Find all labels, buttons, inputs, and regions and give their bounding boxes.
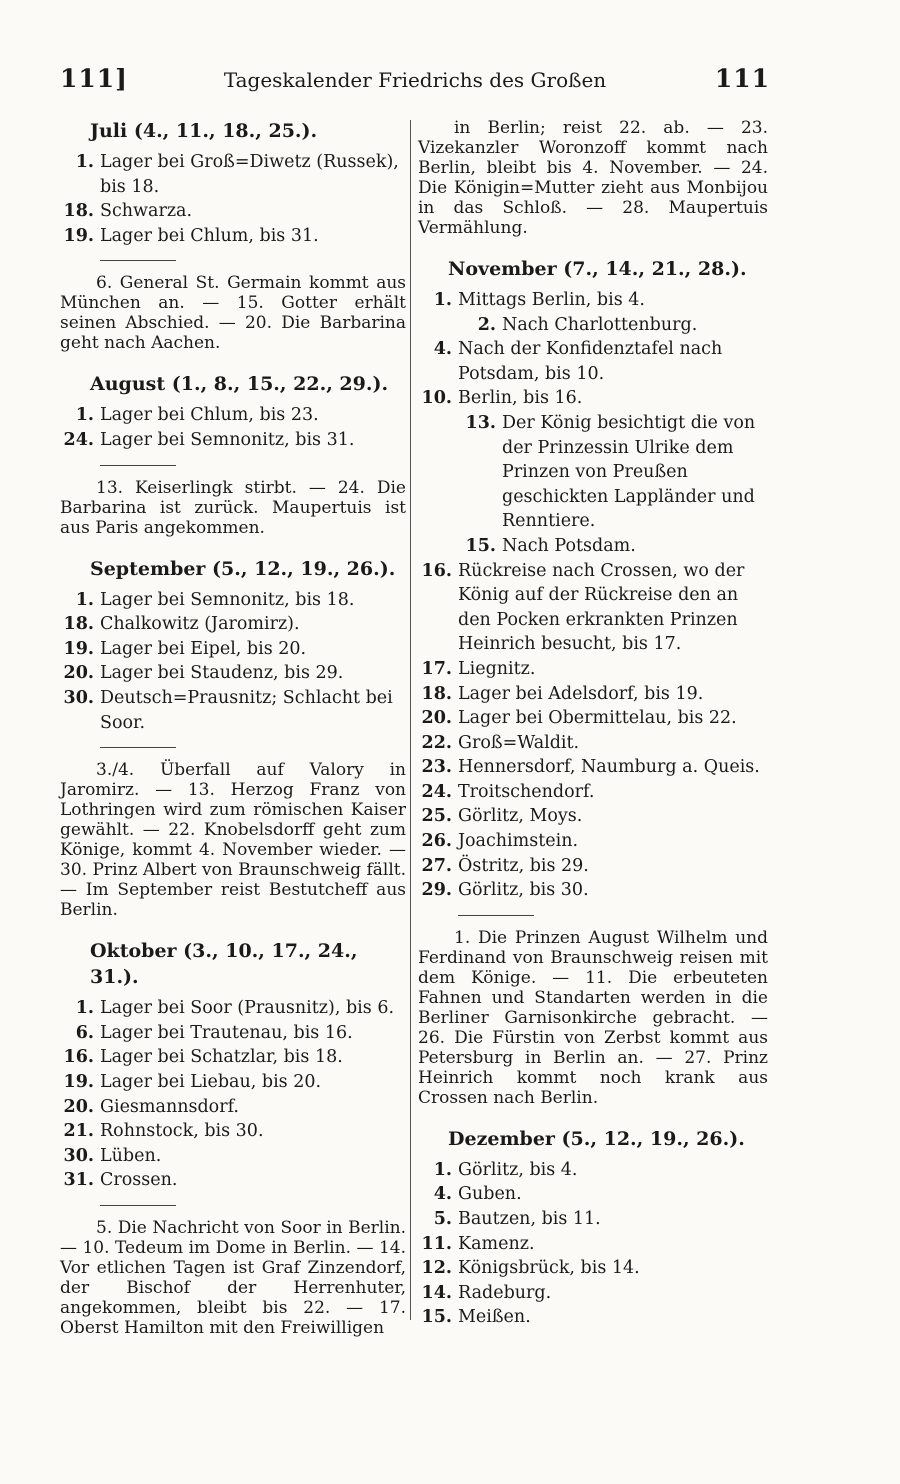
entries-dezember [418, 1158, 768, 1330]
calendar-entry [418, 878, 768, 903]
entry-day: 19. [63, 638, 94, 659]
calendar-entry [60, 637, 406, 662]
entry-day: 15. [421, 1307, 452, 1328]
calendar-entry [418, 657, 768, 682]
entry-text: Görlitz, bis 30. [458, 880, 589, 901]
entry-day: 1. [433, 290, 452, 310]
calendar-entry [418, 559, 768, 657]
calendar-entry [60, 588, 406, 613]
entry-text: Radeburg. [458, 1282, 552, 1303]
entry-day: 18. [421, 683, 452, 704]
entry-text: Mittags Berlin, bis 4. [458, 290, 645, 310]
entry-text: Rückreise nach Crossen, wo der König auf der Rückreise den an den Pocken erkrankten Prinzen Heinrich besucht, bis 17. [458, 560, 745, 655]
calendar-entry [60, 1045, 406, 1070]
note-oktober-continued: in Berlin; reist 22. ab. — 23. Vizekanzler Woronzoff kommt nach Berlin, bleibt bis 4. November. — 24. Die Königin=Mutter zieht aus Monbijou in das Schloß. — 28. Maupertuis Vermählung. [418, 118, 768, 238]
entry-text: Hennersdorf, Naumburg a. Queis. [458, 757, 760, 778]
calendar-entry [60, 612, 406, 637]
entry-day: 23. [421, 757, 452, 778]
note-oktober: 5. Die Nachricht von Soor in Berlin. — 10. Tedeum im Dome in Berlin. — 14. Vor etlichen Tagen ist Graf Zinzendorf, der Bischof der Herrenhuter, angekommen, bleibt bis 22. — 17. Oberst Hamilton mit den Freiwilligen [60, 1217, 406, 1338]
entry-day: 12. [421, 1258, 452, 1279]
entry-day: 4. [433, 339, 452, 360]
calendar-entry [418, 1281, 768, 1306]
calendar-entry [60, 686, 406, 735]
calendar-entry [418, 288, 768, 313]
entry-text: Guben. [458, 1184, 522, 1205]
entry-day: 20. [63, 1096, 94, 1117]
entry-day: 1. [75, 589, 94, 610]
entry-text: Bautzen, bis 11. [458, 1209, 601, 1230]
entry-text: Lager bei Adelsdorf, bis 19. [458, 683, 704, 704]
calendar-entry [418, 337, 768, 386]
calendar-entry [418, 411, 768, 534]
entry-day: 19. [63, 225, 94, 246]
entry-day: 25. [421, 806, 452, 827]
entry-text: Lager bei Staudenz, bis 29. [100, 663, 344, 684]
entry-day: 20. [421, 708, 452, 729]
entry-day: 17. [421, 658, 452, 679]
entry-day: 24. [63, 429, 94, 450]
entries-september [60, 588, 406, 736]
calendar-entry [418, 829, 768, 854]
separator-rule [458, 915, 534, 916]
entry-text: Rohnstock, bis 30. [100, 1121, 264, 1142]
calendar-entry [418, 706, 768, 731]
month-heading-dezember: Dezember (5., 12., 19., 26.). [448, 1127, 745, 1150]
entry-day: 15. [465, 535, 496, 556]
month-heading-september: September (5., 12., 19., 26.). [90, 557, 396, 580]
entry-text: Kamenz. [458, 1233, 535, 1254]
entry-text: Giesmannsdorf. [100, 1096, 239, 1117]
entry-text: Schwarza. [100, 201, 193, 222]
entry-day: 19. [63, 1071, 94, 1092]
entry-day: 5. [433, 1209, 452, 1230]
entry-text: Lager bei Eipel, bis 20. [100, 638, 307, 659]
separator-rule [100, 260, 176, 261]
entry-text: Lager bei Liebau, bis 20. [100, 1071, 322, 1092]
entry-day: 10. [421, 388, 452, 409]
entry-day: 13. [465, 412, 496, 433]
entry-day: 21. [63, 1121, 94, 1142]
entry-text: Görlitz, Moys. [458, 806, 583, 827]
calendar-entry [418, 1207, 768, 1232]
month-heading-juli: Juli (4., 11., 18., 25.). [90, 120, 318, 142]
entry-text: Lager bei Trautenau, bis 16. [100, 1022, 353, 1043]
entry-day: 1. [75, 998, 94, 1019]
entry-text: Berlin, bis 16. [458, 388, 583, 409]
entry-day: 22. [421, 732, 452, 753]
entry-text: Liegnitz. [458, 658, 536, 679]
entry-text: Crossen. [100, 1170, 178, 1191]
calendar-entry [60, 150, 406, 199]
calendar-entry [418, 386, 768, 411]
entry-text: Görlitz, bis 4. [458, 1159, 578, 1180]
entry-text: Deutsch=Prausnitz; Schlacht bei Soor. [100, 687, 393, 733]
entry-text: Lager bei Schatzlar, bis 18. [100, 1047, 343, 1068]
month-heading-august: August (1., 8., 15., 22., 29.). [90, 373, 389, 396]
entry-text: Lager bei Chlum, bis 31. [100, 225, 319, 246]
entry-text: Lager bei Groß=Diwetz (Russek), bis 18. [100, 152, 399, 197]
entry-day: 24. [421, 781, 452, 802]
entry-day: 30. [63, 687, 94, 708]
entry-text: Joachimstein. [458, 831, 579, 852]
entry-day: 1. [75, 405, 94, 426]
entry-day: 1. [75, 152, 94, 172]
entry-text: Der König besichtigt die von der Prinzessin Ulrike dem Prinzen von Preußen geschickten Lappländer und Renntiere. [502, 412, 756, 532]
right-column [418, 118, 768, 1330]
entry-day: 29. [421, 880, 452, 901]
entry-text: Nach der Konfidenztafel nach Potsdam, bis 10. [458, 339, 723, 384]
entry-text: Chalkowitz (Jaromirz). [100, 614, 300, 635]
calendar-entry [60, 1168, 406, 1193]
calendar-entry [418, 854, 768, 879]
running-title: Tageskalender Friedrichs des Großen [223, 68, 607, 92]
entry-text: Meißen. [458, 1307, 531, 1328]
entry-day: 11. [421, 1233, 452, 1254]
calendar-entry [60, 661, 406, 686]
entry-text: Lager bei Obermittelau, bis 22. [458, 708, 737, 729]
calendar-entry [60, 403, 406, 428]
entries-august [60, 403, 406, 452]
entry-day: 1. [433, 1159, 452, 1180]
page-header [60, 64, 770, 100]
column-divider [410, 120, 411, 1320]
note-november: 1. Die Prinzen August Wilhelm und Ferdinand von Braunschweig reisen mit dem Könige. — 11. Die erbeuteten Fahnen und Standarten werden in die Berliner Garnisonkirche gebracht. — 26. Die Fürstin von Zerbst kommt aus Petersburg in Berlin an. — 27. Prinz Heinrich kommt noch krank aus Crossen nach Berlin. [418, 927, 768, 1108]
entry-day: 26. [421, 831, 452, 852]
entries-oktober [60, 996, 406, 1193]
separator-rule [100, 1205, 176, 1206]
entry-day: 16. [421, 560, 452, 581]
right-page-number: 111 [714, 64, 770, 93]
calendar-entry [60, 1119, 406, 1144]
calendar-entry [60, 224, 406, 249]
entries-juli [60, 150, 406, 248]
entry-text: Groß=Waldit. [458, 732, 580, 753]
entry-text: Lüben. [100, 1145, 162, 1166]
entry-text: Lager bei Soor (Prausnitz), bis 6. [100, 998, 395, 1019]
calendar-entry [418, 1232, 768, 1257]
entry-day: 30. [63, 1145, 94, 1166]
separator-rule [100, 747, 176, 748]
calendar-entry [418, 1158, 768, 1183]
entry-day: 20. [63, 663, 94, 684]
month-heading-november: November (7., 14., 21., 28.). [448, 258, 747, 280]
entry-day: 31. [63, 1170, 94, 1191]
entry-text: Lager bei Semnonitz, bis 31. [100, 429, 355, 450]
calendar-entry [60, 1095, 406, 1120]
calendar-entry [60, 428, 406, 453]
entry-text: Königsbrück, bis 14. [458, 1258, 640, 1279]
separator-rule [100, 465, 176, 466]
entry-text: Nach Charlottenburg. [502, 314, 698, 335]
entry-day: 18. [63, 201, 94, 222]
calendar-entry [418, 755, 768, 780]
entry-text: Lager bei Semnonitz, bis 18. [100, 589, 355, 610]
calendar-entry [418, 1305, 768, 1330]
entry-day: 27. [421, 855, 452, 876]
calendar-entry [60, 1021, 406, 1046]
entries-november [418, 288, 768, 903]
entry-day: 16. [63, 1047, 94, 1068]
entry-day: 4. [433, 1184, 452, 1205]
note-august: 13. Keiserlingk stirbt. — 24. Die Barbarina ist zurück. Maupertuis ist aus Paris angekommen. [60, 477, 406, 538]
entry-text: Troitschendorf. [458, 781, 595, 802]
month-heading-oktober: Oktober (3., 10., 17., 24., 31.). [90, 940, 358, 989]
entry-day: 18. [63, 614, 94, 635]
calendar-entry [60, 1144, 406, 1169]
left-column [60, 118, 406, 1356]
calendar-entry [60, 199, 406, 224]
calendar-entry [418, 1256, 768, 1281]
calendar-entry [418, 313, 768, 338]
entry-day: 2. [477, 314, 496, 335]
calendar-entry [418, 534, 768, 559]
entry-day: 14. [421, 1282, 452, 1303]
calendar-entry [60, 1070, 406, 1095]
calendar-entry [60, 996, 406, 1021]
entry-text: Nach Potsdam. [502, 535, 636, 556]
calendar-entry [418, 1182, 768, 1207]
calendar-entry [418, 682, 768, 707]
note-september: 3./4. Überfall auf Valory in Jaromirz. — 13. Herzog Franz von Lothringen wird zum römischen Kaiser gewählt. — 22. Knobelsdorff geht zum Könige, kommt 4. November wieder. — 30. Prinz Albert von Braunschweig fällt. — Im September reist Bestutcheff aus Berlin. [60, 760, 406, 921]
entry-day: 6. [75, 1022, 94, 1043]
calendar-entry [418, 804, 768, 829]
note-juli: 6. General St. Germain kommt aus München an. — 15. Gotter erhält seinen Abschied. — 20. Die Barbarina geht nach Aachen. [60, 273, 406, 354]
calendar-entry [418, 731, 768, 756]
calendar-entry [418, 780, 768, 805]
entry-text: Lager bei Chlum, bis 23. [100, 405, 319, 426]
entry-text: Östritz, bis 29. [458, 855, 589, 876]
left-page-number: 111] [60, 64, 129, 93]
